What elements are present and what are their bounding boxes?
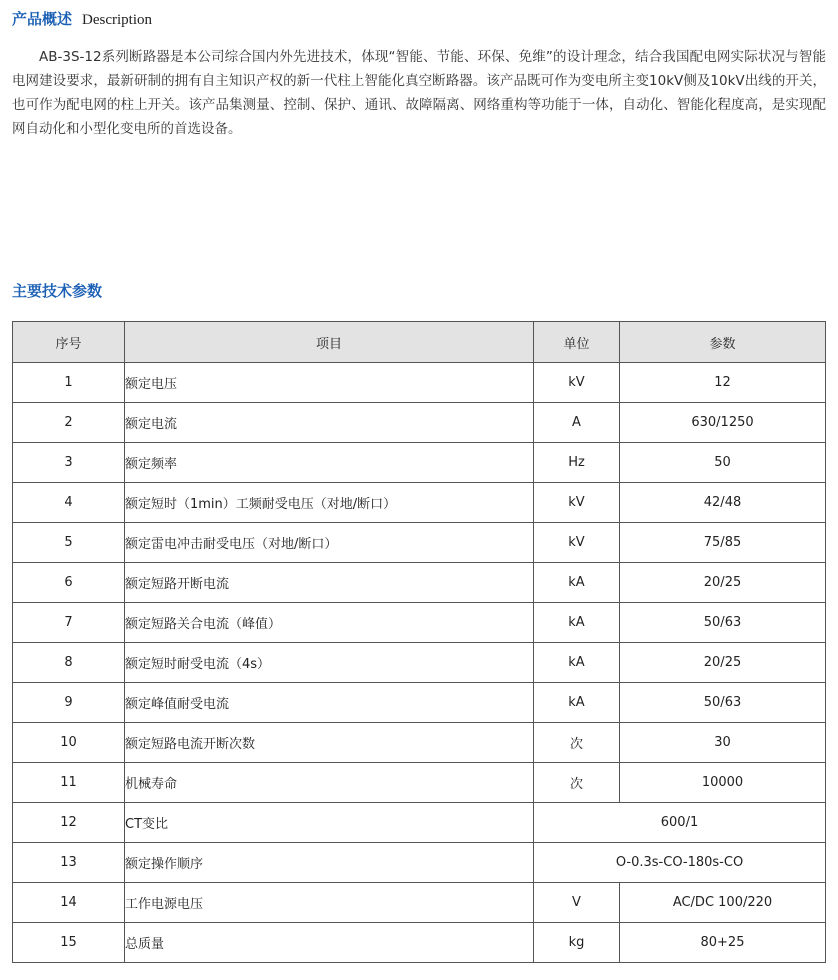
- row-no: 7: [13, 603, 125, 643]
- description-header: [12, 8, 152, 29]
- row-no: 9: [13, 683, 125, 723]
- row-value: 75/85: [620, 523, 826, 563]
- row-unit: V: [534, 883, 620, 923]
- table-row: [13, 363, 826, 403]
- description-title-en: Description: [82, 12, 152, 28]
- row-no: 8: [13, 643, 125, 683]
- row-no: 2: [13, 403, 125, 443]
- row-no: 1: [13, 363, 125, 403]
- row-value: 50/63: [620, 683, 826, 723]
- row-value: 630/1250: [620, 403, 826, 443]
- row-value: 10000: [620, 763, 826, 803]
- row-no: 5: [13, 523, 125, 563]
- row-value: 42/48: [620, 483, 826, 523]
- row-value: 12: [620, 363, 826, 403]
- table-row: [13, 483, 826, 523]
- row-item: 额定短时（1min）工频耐受电压（对地/断口）: [125, 483, 534, 523]
- row-no: 3: [13, 443, 125, 483]
- row-value: 30: [620, 723, 826, 763]
- row-value: 50: [620, 443, 826, 483]
- row-unit: A: [534, 403, 620, 443]
- table-row: [13, 523, 826, 563]
- header-item: 项目: [125, 322, 534, 363]
- row-unit: kA: [534, 683, 620, 723]
- row-item: 额定短路关合电流（峰值）: [125, 603, 534, 643]
- row-unit: kV: [534, 363, 620, 403]
- table-row: [13, 923, 826, 963]
- specs-table: [12, 321, 826, 963]
- row-item: 机械寿命: [125, 763, 534, 803]
- table-row: [13, 723, 826, 763]
- row-unit: Hz: [534, 443, 620, 483]
- row-no: 12: [13, 803, 125, 843]
- row-value: 20/25: [620, 563, 826, 603]
- row-item: 额定电流: [125, 403, 534, 443]
- row-no: 14: [13, 883, 125, 923]
- row-value: 50/63: [620, 603, 826, 643]
- row-no: 13: [13, 843, 125, 883]
- row-item: 额定频率: [125, 443, 534, 483]
- table-row: [13, 563, 826, 603]
- table-row: [13, 603, 826, 643]
- row-unit: kA: [534, 643, 620, 683]
- row-item: 额定雷电冲击耐受电压（对地/断口）: [125, 523, 534, 563]
- row-item: CT变比: [125, 803, 534, 843]
- row-unit: 次: [534, 763, 620, 803]
- row-unit: kA: [534, 563, 620, 603]
- row-no: 10: [13, 723, 125, 763]
- row-item: 额定短路电流开断次数: [125, 723, 534, 763]
- table-row: [13, 403, 826, 443]
- table-row: [13, 763, 826, 803]
- row-no: 15: [13, 923, 125, 963]
- row-value: AC/DC 100/220: [620, 883, 826, 923]
- row-item: 额定峰值耐受电流: [125, 683, 534, 723]
- row-item: 额定短时耐受电流（4s）: [125, 643, 534, 683]
- row-no: 11: [13, 763, 125, 803]
- row-unit: kg: [534, 923, 620, 963]
- description-title: 产品概述: [12, 10, 73, 28]
- row-unit: kA: [534, 603, 620, 643]
- table-header-row: [13, 322, 826, 363]
- table-row: [13, 443, 826, 483]
- row-value-merged: 600/1: [534, 803, 826, 843]
- row-value: 80+25: [620, 923, 826, 963]
- table-row: [13, 843, 826, 883]
- row-item: 额定操作顺序: [125, 843, 534, 883]
- row-unit: kV: [534, 523, 620, 563]
- row-no: 4: [13, 483, 125, 523]
- row-no: 6: [13, 563, 125, 603]
- row-unit: kV: [534, 483, 620, 523]
- table-row: [13, 883, 826, 923]
- header-no: 序号: [13, 322, 125, 363]
- row-item: 总质量: [125, 923, 534, 963]
- row-item: 额定电压: [125, 363, 534, 403]
- description-body: AB-3S-12系列断路器是本公司综合国内外先进技术，体现“智能、节能、环保、免维”的设计理念，结合我国配电网实际状况与智能电网建设要求，最新研制的拥有自主知识产权的新一代柱上智能化真空断路器。该产品既可作为变电所主变10kV侧及10kV出线的开关，也可作为配电网的柱上开关。该产品集测量、控制、保护、通讯、故障隔离、网络重构等功能于一体，自动化、智能化程度高，是实现配网自动化和小型化变电所的首选设备。: [12, 49, 826, 137]
- row-value: 20/25: [620, 643, 826, 683]
- row-value-merged: O-0.3s-CO-180s-CO: [534, 843, 826, 883]
- table-row: [13, 643, 826, 683]
- specs-title: 主要技术参数: [12, 282, 103, 300]
- header-value: 参数: [620, 322, 826, 363]
- table-row: [13, 683, 826, 723]
- row-item: 工作电源电压: [125, 883, 534, 923]
- header-unit: 单位: [534, 322, 620, 363]
- row-unit: 次: [534, 723, 620, 763]
- table-row: [13, 803, 826, 843]
- row-item: 额定短路开断电流: [125, 563, 534, 603]
